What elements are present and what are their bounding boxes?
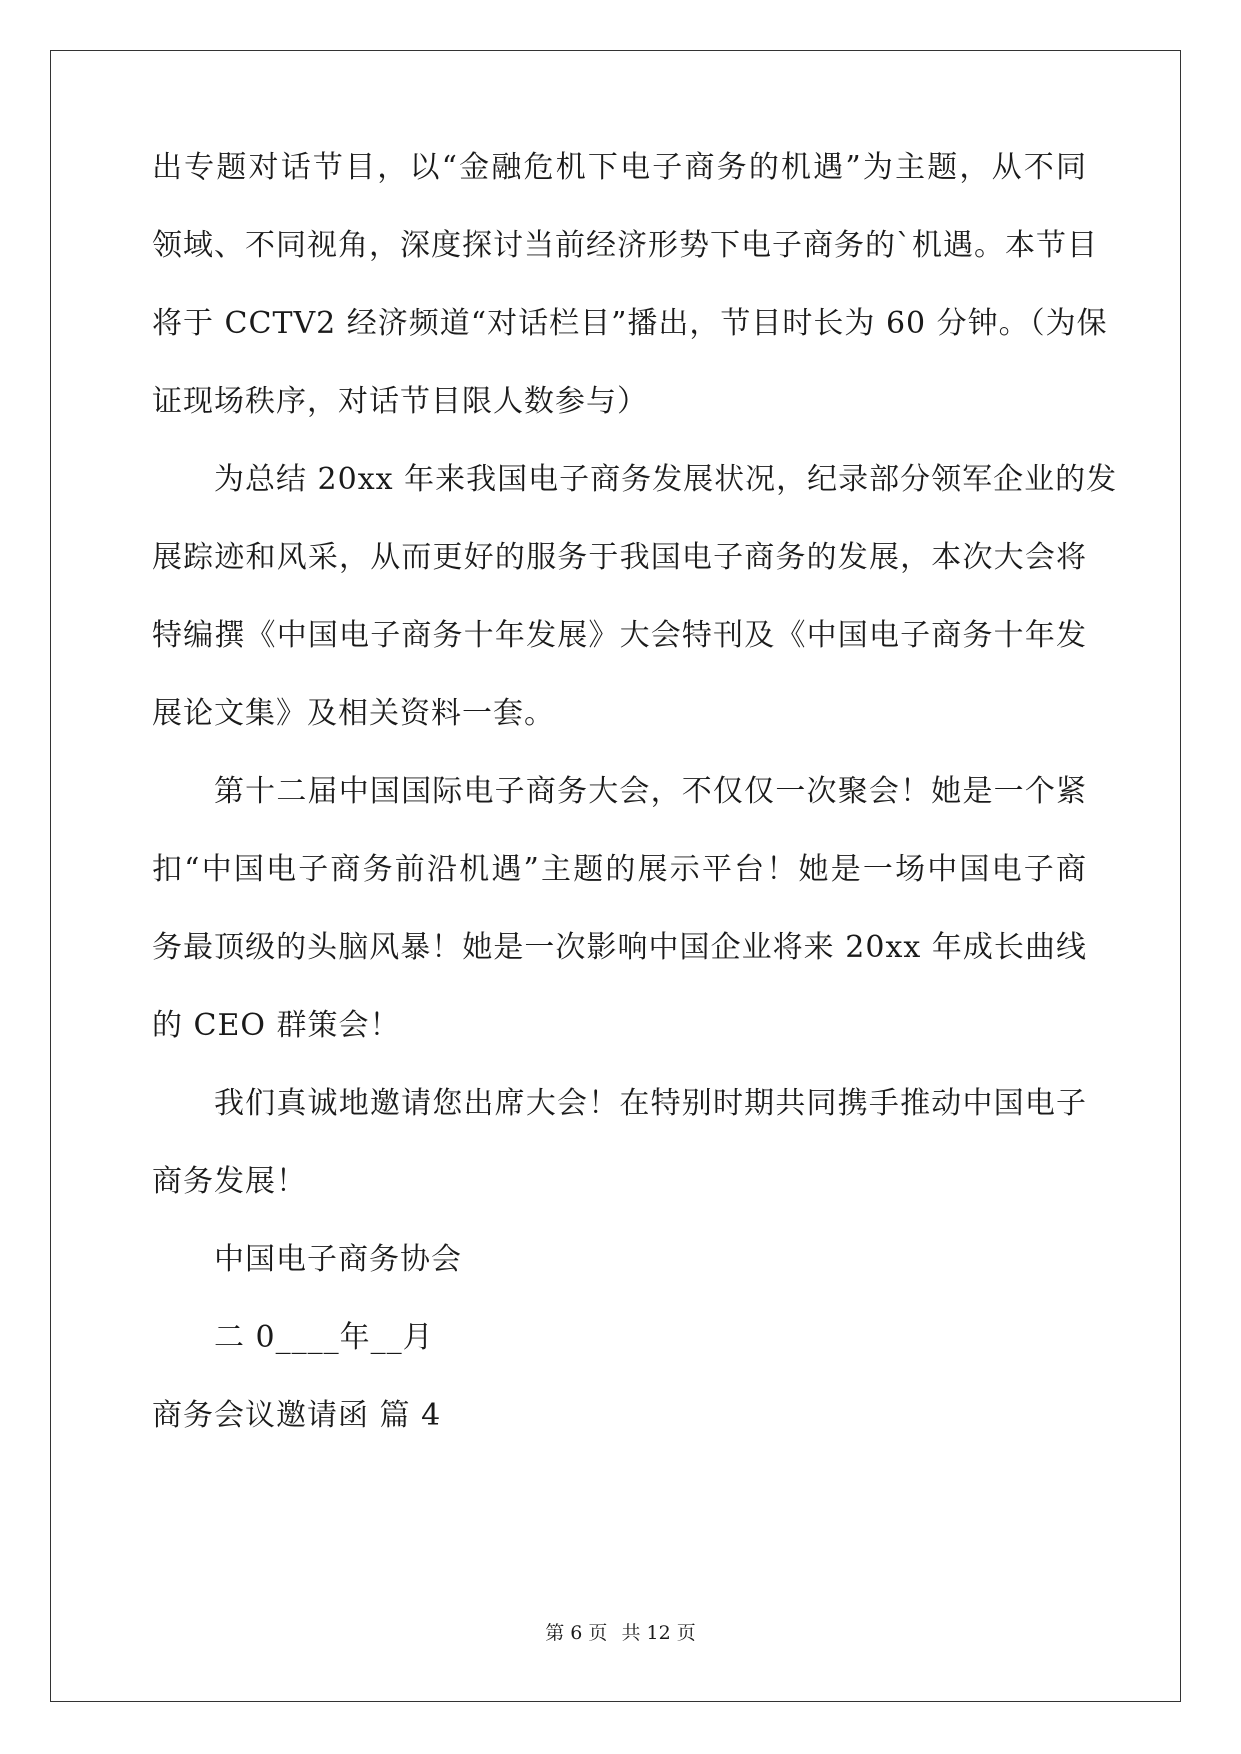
page-number: 第 6 页	[545, 1622, 608, 1644]
paragraph-1-line-1: 出专题对话节目，以“金融危机下电子商务的机遇”为主题，从不同	[152, 150, 1087, 185]
paragraph-1-line-3: 将于 CCTV2 经济频道“对话栏目”播出，节目时长为 60 分钟。（为保	[152, 306, 1108, 341]
date-line: 二 0____年__月	[214, 1320, 434, 1355]
paragraph-2-line-4: 展论文集》及相关资料一套。	[152, 696, 555, 731]
paragraph-3-line-2: 扣“中国电子商务前沿机遇”主题的展示平台！她是一场中国电子商	[152, 852, 1087, 887]
paragraph-3-line-4: 的 CEO 群策会！	[152, 1008, 401, 1043]
page-total: 共 12 页	[621, 1622, 696, 1644]
section-heading: 商务会议邀请函 篇 4	[152, 1398, 442, 1433]
paragraph-1-line-4: 证现场秩序，对话节目限人数参与）	[152, 384, 648, 419]
paragraph-4-line-1: 我们真诚地邀请您出席大会！在特别时期共同携手推动中国电子	[214, 1086, 1087, 1121]
paragraph-2-line-1: 为总结 20xx 年来我国电子商务发展状况，纪录部分领军企业的发	[214, 462, 1118, 497]
paragraph-3-line-3: 务最顶级的头脑风暴！她是一次影响中国企业将来 20xx 年成长曲线	[152, 930, 1087, 965]
paragraph-4-line-2: 商务发展！	[152, 1164, 307, 1199]
signature-organization: 中国电子商务协会	[214, 1242, 462, 1277]
paragraph-2-line-3: 特编撰《中国电子商务十年发展》大会特刊及《中国电子商务十年发	[152, 618, 1087, 653]
paragraph-1-line-2: 领域、不同视角，深度探讨当前经济形势下电子商务的`机遇。本节目	[152, 228, 1098, 263]
paragraph-3-line-1: 第十二届中国国际电子商务大会，不仅仅一次聚会！她是一个紧	[214, 774, 1087, 809]
page-footer	[0, 1621, 1241, 1645]
paragraph-2-line-2: 展踪迹和风采，从而更好的服务于我国电子商务的发展，本次大会将	[152, 540, 1087, 575]
